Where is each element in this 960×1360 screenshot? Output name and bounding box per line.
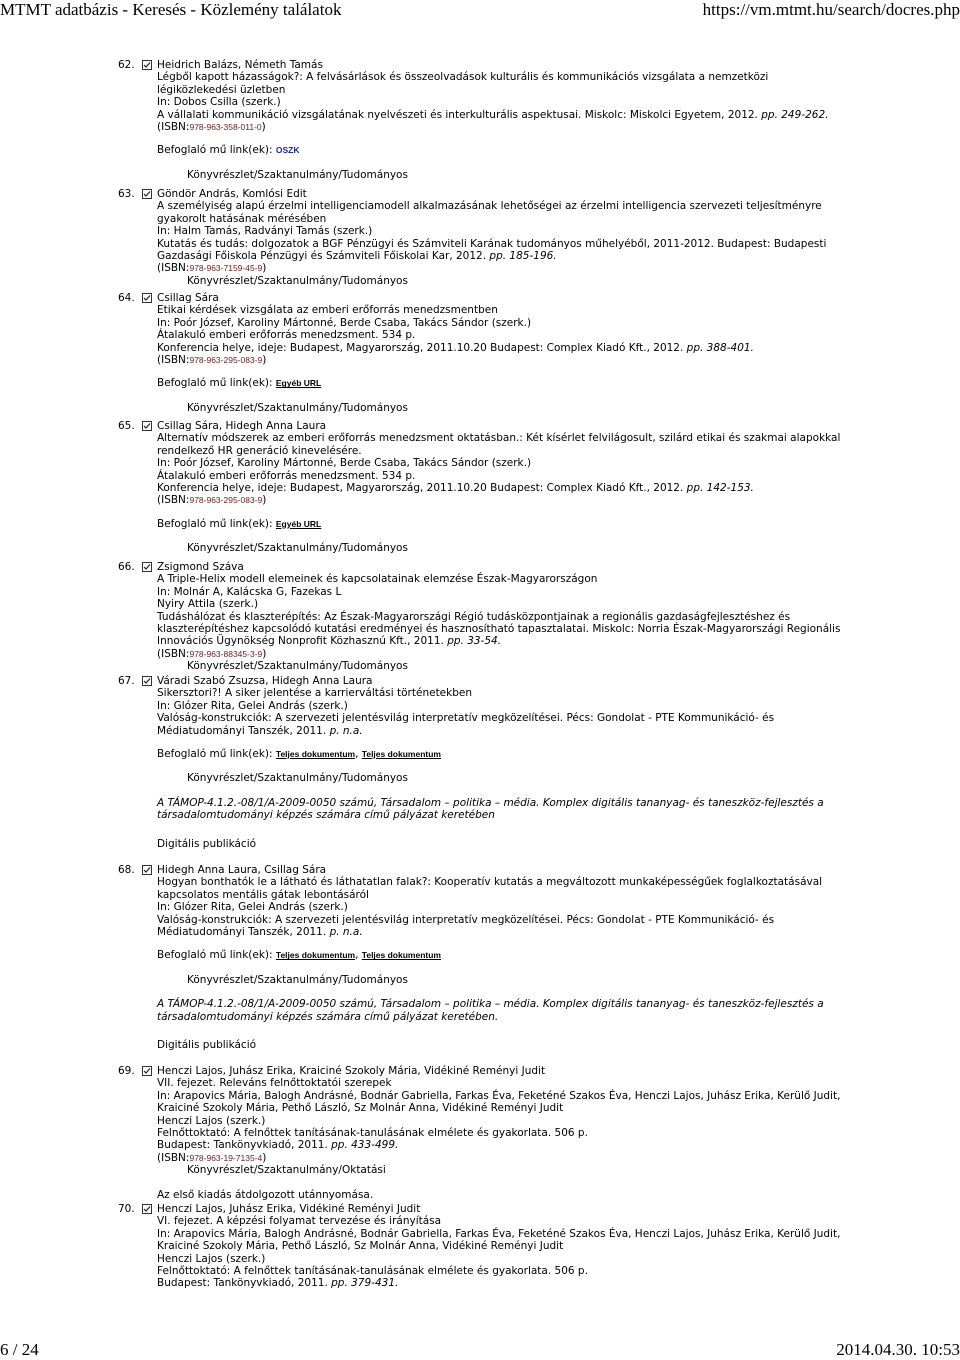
entry-editors: In: Poór József, Karoliny Mártonné, Berde Csaba, Takács Sándor (szerk.) [157,316,532,329]
entry-digital-label: Digitális publikáció [157,1039,257,1052]
page-header-title: MTMT adatbázis - Keresés - Közlemény találatok [0,0,342,19]
entry-links: Befoglaló mű link(ek): Teljes dokumentum, Teljes dokumentum [157,748,441,761]
entry-number: 66. [118,561,135,573]
entry-category: Könyvrészlet/Szaktanulmány/Tudományos [187,542,408,555]
entry-editors: In: Arapovics Mária, Balogh Andrásné, Bodnár Gabriella, Farkas Éva, Feketéné Szakos Éva, Henczi Lajos, Juhász Erika, Kerülő Judit, Kraiciné Szokoly Mária, Pethő László, Sz Molnár Anna, Vidékiné Reményi Judit [157,1089,841,1115]
entry-note: Az első kiadás átdolgozott utánnyomása. [157,1188,374,1201]
select-checkbox[interactable] [142,421,152,431]
entry-category: Könyvrészlet/Szaktanulmány/Tudományos [187,660,408,673]
checkmark-icon [143,422,151,430]
entry-authors: Zsigmond Száva [157,561,244,573]
checkmark-icon [143,563,151,571]
entry-isbn: (ISBN:978-963-19-7135-4) [157,1151,267,1164]
entry-note: A TÁMOP-4.1.2.-08/1/A-2009-0050 számú, Társadalom – politika – média. Komplex digitális tananyag- és taneszköz-fejlesztés a társadalomtudományi képzés számára című pályázat keretében [157,796,824,822]
entry-source: Valóság-konstrukciók: A szervezeti jelentésvilág interpretatív megközelítései. Pécs: Gondolat - PTE Kommunikáció- és Médiatudományi Tanszék, 2011. p. n.a. [157,712,775,737]
entry-source: Budapest: Tankönyvkiadó, 2011. pp. 379-431. [157,1277,399,1290]
entry-isbn: (ISBN:978-963-88345-3-9) [157,647,267,660]
entry-title: Etikai kérdések vizsgálata az emberi erőforrás menedzsmentben [157,304,498,317]
select-checkbox[interactable] [142,1204,152,1214]
entry-links: Befoglaló mű link(ek): Egyéb URL [157,517,322,530]
entry-number: 69. [118,1065,135,1077]
entry-title: A személyiség alapú érzelmi intelligenciamodell alkalmazásának lehetőségei az érzelmi intelligencia szervezeti teljesítményre gyakorolt hatásának mérésében [157,200,822,225]
entry-authors: Váradi Szabó Zsuzsa, Hidegh Anna Laura [157,675,373,687]
entry-editors: In: Arapovics Mária, Balogh Andrásné, Bodnár Gabriella, Farkas Éva, Feketéné Szakos Éva, Henczi Lajos, Juhász Erika, Kerülő Judit, Kraiciné Szokoly Mária, Pethő László, Sz Molnár Anna, Vidékiné Reményi Judit [157,1227,841,1253]
entry-authors: Heidrich Balázs, Németh Tamás [157,59,323,71]
entry-authors: Henczi Lajos, Juhász Erika, Kraiciné Szokoly Mária, Vidékiné Reményi Judit [157,1065,546,1077]
select-checkbox[interactable] [142,1066,152,1076]
entry-book: Felnőttoktató: A felnőttek tanításának-tanulásának elmélete és gyakorlata. 506 p. [157,1127,588,1140]
checkmark-icon [143,677,151,685]
entry-editors: In: Glózer Rita, Gelei András (szerk.) [157,699,348,712]
entry-number: 63. [118,188,135,200]
entry-editors: In: Molnár A, Kalácska G, Fazekas L [157,585,342,598]
select-checkbox[interactable] [142,60,152,70]
entry-category: Könyvrészlet/Szaktanulmány/Tudományos [187,772,408,785]
select-checkbox[interactable] [142,865,152,875]
entry-category: Könyvrészlet/Szaktanulmány/Tudományos [187,274,408,287]
entry-authors: Henczi Lajos, Juhász Erika, Vidékiné Reményi Judit [157,1203,421,1215]
entry-title: Sikersztori?! A siker jelentése a karrierváltási történetekben [157,687,472,700]
entry-isbn: (ISBN:978-963-358-011-0) [157,121,266,134]
checkmark-icon [143,1205,151,1213]
entry-links: Befoglaló mű link(ek): Egyéb URL [157,377,322,390]
entry-number: 65. [118,420,135,432]
link-full-document[interactable]: Teljes dokumentum [361,749,441,760]
page-counter: 6 / 24 [0,1340,39,1359]
entry-book: Átalakuló emberi erőforrás menedzsment. 534 p. [157,469,416,482]
entry-authors: Csillag Sára [157,292,219,304]
entry-category: Könyvrészlet/Szaktanulmány/Tudományos [187,973,408,986]
entry-authors: Göndör András, Komlósi Edit [157,188,307,200]
page-header-url: https://vm.mtmt.hu/search/docres.php [702,0,960,19]
entry-book: Átalakuló emberi erőforrás menedzsment. 534 p. [157,329,416,342]
entry-links: Befoglaló mű link(ek): OSZK [157,144,300,157]
entry-category: Könyvrészlet/Szaktanulmány/Tudományos [187,168,408,181]
entry-editors: In: Dobos Csilla (szerk.) [157,96,281,109]
entry-source: Valóság-konstrukciók: A szervezeti jelentésvilág interpretatív megközelítései. Pécs: Gondolat - PTE Kommunikáció- és Médiatudományi Tanszék, 2011. p. n.a. [157,913,775,939]
entry-number: 64. [118,292,135,304]
entry-editors-2: Henczi Lajos (szerk.) [157,1252,266,1265]
entry-category: Könyvrészlet/Szaktanulmány/Tudományos [187,401,408,414]
select-checkbox[interactable] [142,189,152,199]
entry-source: Kutatás és tudás: dolgozatok a BGF Pénzügyi és Számviteli Karának tudományos műhelyéből, 2011-2012. Budapest: Budapesti Gazdasági Főiskola Pénzügyi és Számviteli Főiskolai Kar, 2012. pp. 185-196. [157,237,827,263]
entry-authors: Csillag Sára, Hidegh Anna Laura [157,420,327,432]
entry-links: Befoglaló mű link(ek): Teljes dokumentum, Teljes dokumentum [157,949,441,962]
entry-number: 70. [118,1203,135,1215]
entry-note: A TÁMOP-4.1.2.-08/1/A-2009-0050 számú, Társadalom – politika – média. Komplex digitális tananyag- és taneszköz-fejlesztés a társadalomtudományi képzés számára című pályázat keretében. [157,998,824,1023]
entry-title: VII. fejezet. Releváns felnőttoktatói szerepek [157,1077,392,1090]
entry-source: Konferencia helye, ideje: Budapest, Magyarország, 2011.10.20 Budapest: Complex Kiadó Kft., 2012. pp. 142-153. [157,482,754,495]
entry-book: Felnőttoktató: A felnőttek tanításának-tanulásának elmélete és gyakorlata. 506 p. [157,1265,588,1278]
entry-source: Konferencia helye, ideje: Budapest, Magyarország, 2011.10.20 Budapest: Complex Kiadó Kft., 2012. pp. 388-401. [157,341,754,354]
entry-source: A vállalati kommunikáció vizsgálatának nyelvészeti és interkulturális aspektusai. Miskolc: Miskolci Egyetem, 2012. pp. 249-262. [157,108,829,121]
checkmark-icon [143,1067,151,1075]
entry-title: Alternatív módszerek az emberi erőforrás menedzsment oktatásban.: Két kísérlet felvilágosult, szilárd etikai és szakmai alapokkal rendelkező HR generáció kinevelésére. [157,432,841,457]
entry-number: 68. [118,864,135,876]
link-other-url[interactable]: Egyéb URL [275,378,322,389]
select-checkbox[interactable] [142,293,152,303]
entry-editors-2: Nyiry Attila (szerk.) [157,598,259,611]
link-full-document[interactable]: Teljes dokumentum [275,950,356,961]
entry-number: 67. [118,675,135,687]
entry-number: 62. [118,59,135,71]
checkmark-icon [143,61,151,69]
checkmark-icon [143,294,151,302]
entry-source: Tudáshálózat és klaszterépítés: Az Észak-Magyarországi Régió tudásközpontjainak a regionális gazdaságfejlesztéshez és klaszterépítéshez kapcsolódó kutatási eredményei és hasznosítható tapasztalatai. Miskolc: Norria Észak-Magyarországi Regionális Innovációs Ügynökség Nonprofit Közhasznú Kft., 2011. pp. 33-54. [157,610,841,648]
entry-isbn: (ISBN:978-963-295-083-9) [157,494,267,507]
entry-isbn: (ISBN:978-963-7159-45-9) [157,262,267,275]
entry-title: Hogyan bonthatók le a látható és láthatatlan falak?: Kooperatív kutatás a megváltozott munkaképességűek foglalkoztatásával kapcsolatos mentális gátak lebontásáról [157,876,823,901]
entry-category: Könyvrészlet/Szaktanulmány/Oktatási [187,1164,386,1177]
entry-authors: Hidegh Anna Laura, Csillag Sára [157,864,327,876]
checkmark-icon [143,866,151,874]
print-datetime: 2014.04.30. 10:53 [836,1340,960,1359]
link-full-document[interactable]: Teljes dokumentum [275,749,356,760]
entry-editors: In: Halm Tamás, Radványi Tamás (szerk.) [157,225,373,238]
entry-isbn: (ISBN:978-963-295-083-9) [157,354,267,367]
entry-editors: In: Poór József, Karoliny Mártonné, Berde Csaba, Takács Sándor (szerk.) [157,457,532,470]
link-oszk[interactable]: OSZK [275,145,300,156]
entry-digital-label: Digitális publikáció [157,837,257,850]
entry-title: A Triple-Helix modell elemeinek és kapcsolatainak elemzése Észak-Magyarországon [157,573,598,586]
entry-source: Budapest: Tankönyvkiadó, 2011. pp. 433-499. [157,1139,399,1152]
link-full-document[interactable]: Teljes dokumentum [361,950,441,961]
select-checkbox[interactable] [142,562,152,572]
link-other-url[interactable]: Egyéb URL [275,518,322,529]
select-checkbox[interactable] [142,676,152,686]
entry-editors: In: Glózer Rita, Gelei András (szerk.) [157,901,348,914]
entry-title: VI. fejezet. A képzési folyamat tervezése és irányítása [157,1215,442,1228]
checkmark-icon [143,190,151,198]
entry-editors-2: Henczi Lajos (szerk.) [157,1114,266,1127]
entry-title: Légből kapott házasságok?: A felvásárlások és összeolvadások kulturális és kommunikációs vizsgálata a nemzetközi légiközlekedési üzletben [157,71,769,96]
